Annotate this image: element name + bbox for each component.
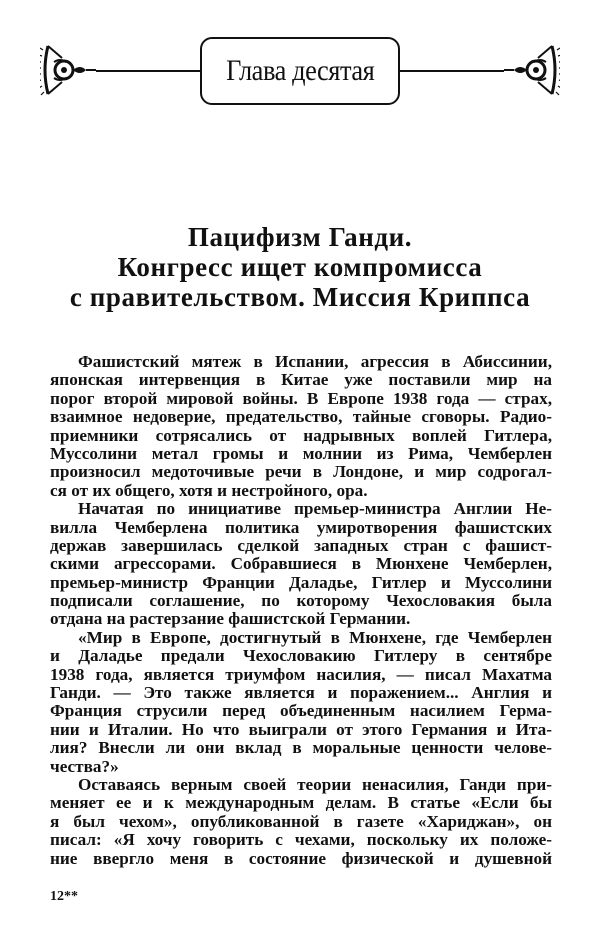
text-line: 1938 года, является триумфом насилия, — писал Махатма: [50, 664, 552, 684]
paragraph: [50, 500, 552, 629]
text-line: чества?»: [50, 756, 119, 776]
text-line: порог второй мировой войны. В Европе 1938 года — страх,: [50, 388, 552, 408]
chapter-label-box: [200, 37, 400, 105]
text-line: Ганди. — Это также является и поражением... Англия и: [50, 683, 552, 703]
text-line: отдана на растерзание фашистской Германии.: [50, 609, 411, 629]
text-line: вилла Чемберлена политика умиротворения фашистских: [50, 517, 552, 537]
text-line: писал: «Я хочу говорить с чехами, поскольку их положе-: [50, 830, 552, 850]
text-line: держав завершилась сделкой западных стран с фашист-: [50, 535, 552, 555]
text-line: премьер-министр Франции Даладье, Гитлер и Муссолини: [50, 572, 552, 592]
text-line: меняет ее и к международным делам. В статье «Если бы: [50, 793, 552, 813]
text-line: «Мир в Европе, достигнутый в Мюнхене, где Чемберлен: [78, 627, 552, 647]
paragraph: [50, 353, 552, 500]
chapter-title: [0, 222, 600, 312]
paragraph: [50, 776, 552, 868]
chapter-title-line: Пацифизм Ганди.: [187, 222, 413, 252]
ornament-right-icon: [504, 40, 560, 100]
text-line: Оставаясь верным своей теории ненасилия, Ганди при-: [78, 774, 552, 794]
text-line: Муссолини метал громы и молнии из Рима, Чемберлен: [50, 443, 552, 463]
ornament-left-icon: [40, 40, 96, 100]
header-rule-right: [400, 70, 504, 72]
text-line: нии и Италии. Но что выиграли от этого Германия и Ита-: [50, 719, 552, 739]
text-line: и Даладье предали Чехословакию Гитлеру в сентябре: [50, 646, 552, 666]
text-line: лия? Внесли ли они вклад в моральные ценности челове-: [50, 738, 552, 758]
text-line: Франция струсили перед объединенным насилием Герма-: [50, 701, 552, 721]
text-line: произносил медоточивые речи в Лондоне, и мир содрогал-: [50, 462, 552, 482]
text-line: взаимное недоверие, предательство, тайные сговоры. Радио-: [50, 407, 552, 427]
header-rule-left: [96, 70, 200, 72]
text-line: ние ввергло меня в состояние физической и душевной: [50, 848, 552, 868]
text-line: приемники сотрясались от надрывных воплей Гитлера,: [50, 425, 552, 445]
text-line: Начатая по инициативе премьер-министра Англии Не-: [78, 499, 552, 519]
text-line: Фашистский мятеж в Испании, агрессия в Абиссинии,: [78, 352, 552, 371]
page-number: 12**: [50, 889, 78, 904]
paragraph: [50, 629, 552, 776]
text-line: скими агрессорами. Собравшиеся в Мюнхене Чемберлен,: [50, 554, 552, 574]
chapter-title-line: Конгресс ищет компромисса: [117, 252, 483, 282]
chapter-label: Глава десятая: [225, 54, 375, 87]
text-line: ся от их общего, хотя и нестройного, ора.: [50, 480, 368, 500]
body-text: [50, 353, 552, 868]
text-line: подписали соглашение, по которому Чехословакия была: [50, 591, 552, 611]
text-line: я был чехом», опубликованной в газете «Хариджан», он: [50, 811, 552, 831]
text-line: японская интервенция в Китае уже поставили мир на: [50, 370, 552, 390]
chapter-title-line: с правительством. Миссия Криппса: [69, 282, 531, 312]
